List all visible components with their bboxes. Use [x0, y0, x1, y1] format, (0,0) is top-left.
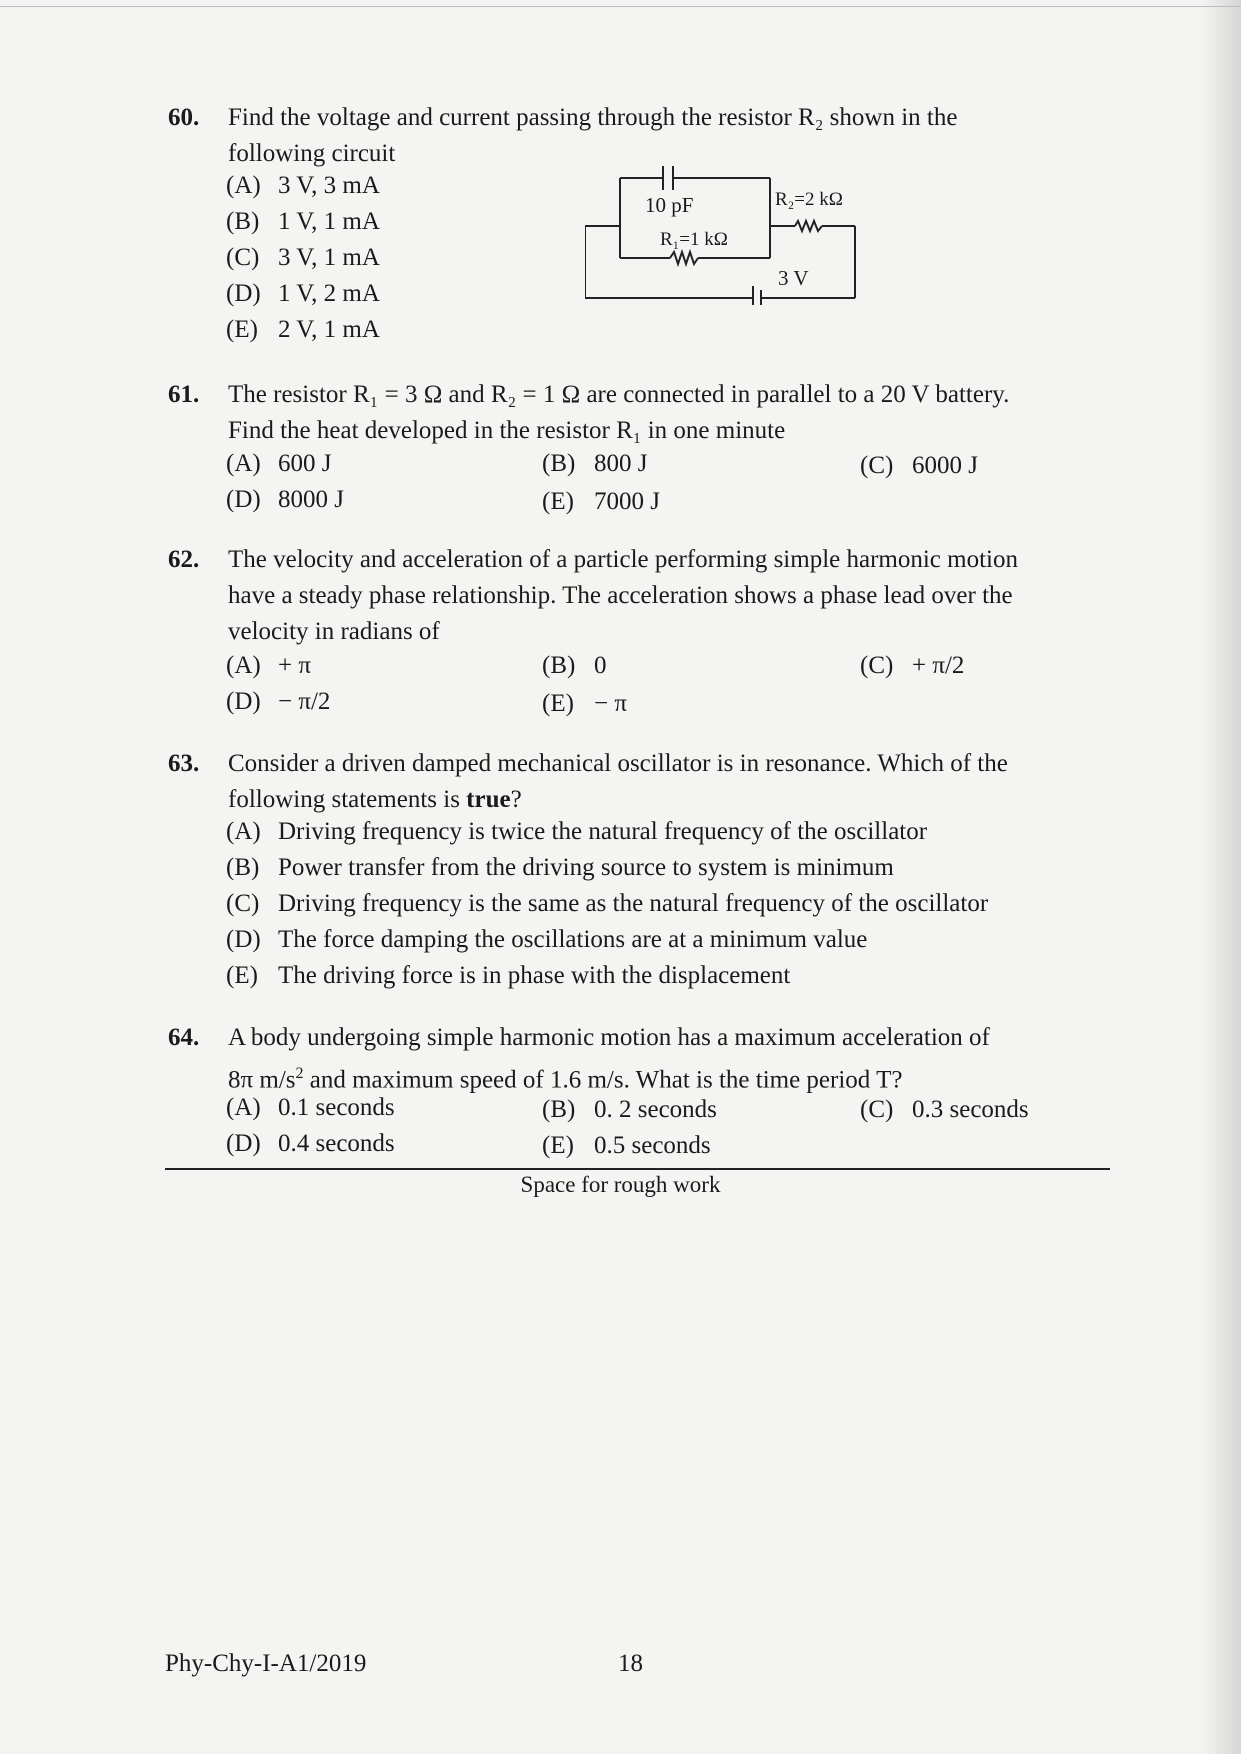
option-61-b: (B) 800 J	[542, 450, 648, 477]
option-61-c: (C) 6000 J	[860, 452, 978, 479]
question-text-line: velocity in radians of	[228, 618, 440, 645]
capacitor-label: 10 pF	[645, 193, 694, 217]
option-60-d: (D) 1 V, 2 mA	[226, 280, 380, 307]
question-text	[228, 746, 1113, 818]
rough-work-divider	[165, 1168, 1110, 1170]
r1-label: R₁=1 kΩ	[660, 229, 728, 250]
option-62-c: (C) + π/2	[860, 652, 965, 679]
question-text-line: 8π $m/s^2$ and maximum speed of 1.6 m/s. What is the time period T?	[228, 1065, 903, 1094]
option-63-e: (E) The driving force is in phase with the displacement	[226, 962, 791, 989]
question-text-line: The resistor R₁ = 3 Ω and R₂ = 1 Ω are connected in parallel to a 20 V battery.	[228, 381, 1010, 408]
option-63-b: (B) Power transfer from the driving source to system is minimum	[226, 854, 894, 881]
question-text-line: The velocity and acceleration of a particle performing simple harmonic motion	[228, 546, 1018, 573]
question-text-line: Consider a driven damped mechanical oscillator is in resonance. Which of the	[228, 750, 1008, 777]
option-60-b: (B) 1 V, 1 mA	[226, 208, 380, 235]
option-64-c: (C) 0.3 seconds	[860, 1096, 1029, 1123]
option-61-e: (E) 7000 J	[542, 488, 660, 515]
question-number: 62.	[168, 546, 200, 573]
option-61-a: (A) 600 J	[226, 450, 332, 477]
option-60-e: (E) 2 V, 1 mA	[226, 316, 380, 343]
question-number: 61.	[168, 381, 200, 408]
option-60-a: (A) 3 V, 3 mA	[226, 172, 380, 199]
option-62-d: (D) − π/2	[226, 688, 331, 715]
option-64-b: (B) 0. 2 seconds	[542, 1096, 717, 1123]
question-text-line: Find the voltage and current passing through the resistor R₂ shown in the	[228, 104, 958, 131]
page-number: 18	[618, 1650, 643, 1677]
question-text	[228, 377, 1113, 449]
question-number: 60.	[168, 104, 200, 131]
option-64-e: (E) 0.5 seconds	[542, 1132, 711, 1159]
top-border	[0, 6, 1241, 7]
question-text-line: Find the heat developed in the resistor R₁ in one minute	[228, 417, 786, 444]
paper-code: Phy-Chy-I-A1/2019	[165, 1650, 367, 1677]
page-edge-shadow	[1201, 0, 1241, 1754]
question-text	[228, 1020, 1113, 1098]
option-64-d: (D) 0.4 seconds	[226, 1130, 395, 1157]
question-text-line: following circuit	[228, 140, 396, 167]
question-text-line: have a steady phase relationship. The acceleration shows a phase lead over the	[228, 582, 1013, 609]
option-62-a: (A) + π	[226, 652, 311, 679]
question-number: 63.	[168, 750, 200, 777]
question-text-line: following statements is true?	[228, 786, 522, 813]
option-63-c: (C) Driving frequency is the same as the natural frequency of the oscillator	[226, 890, 989, 917]
question-number: 64.	[168, 1024, 200, 1051]
option-61-d: (D) 8000 J	[226, 486, 344, 513]
option-64-a: (A) 0.1 seconds	[226, 1094, 395, 1121]
option-63-a: (A) Driving frequency is twice the natural frequency of the oscillator	[226, 818, 928, 845]
r2-label: R₂=2 kΩ	[775, 189, 843, 210]
rough-work-label: Space for rough work	[520, 1172, 721, 1197]
question-text	[228, 542, 1113, 650]
option-60-c: (C) 3 V, 1 mA	[226, 244, 380, 271]
battery-label: 3 V	[778, 266, 809, 290]
question-text-line: A body undergoing simple harmonic motion has a maximum acceleration of	[228, 1024, 990, 1051]
option-62-b: (B) 0	[542, 652, 607, 679]
option-62-e: (E) − π	[542, 690, 627, 717]
circuit-diagram	[585, 160, 865, 305]
option-63-d: (D) The force damping the oscillations are at a minimum value	[226, 926, 868, 953]
